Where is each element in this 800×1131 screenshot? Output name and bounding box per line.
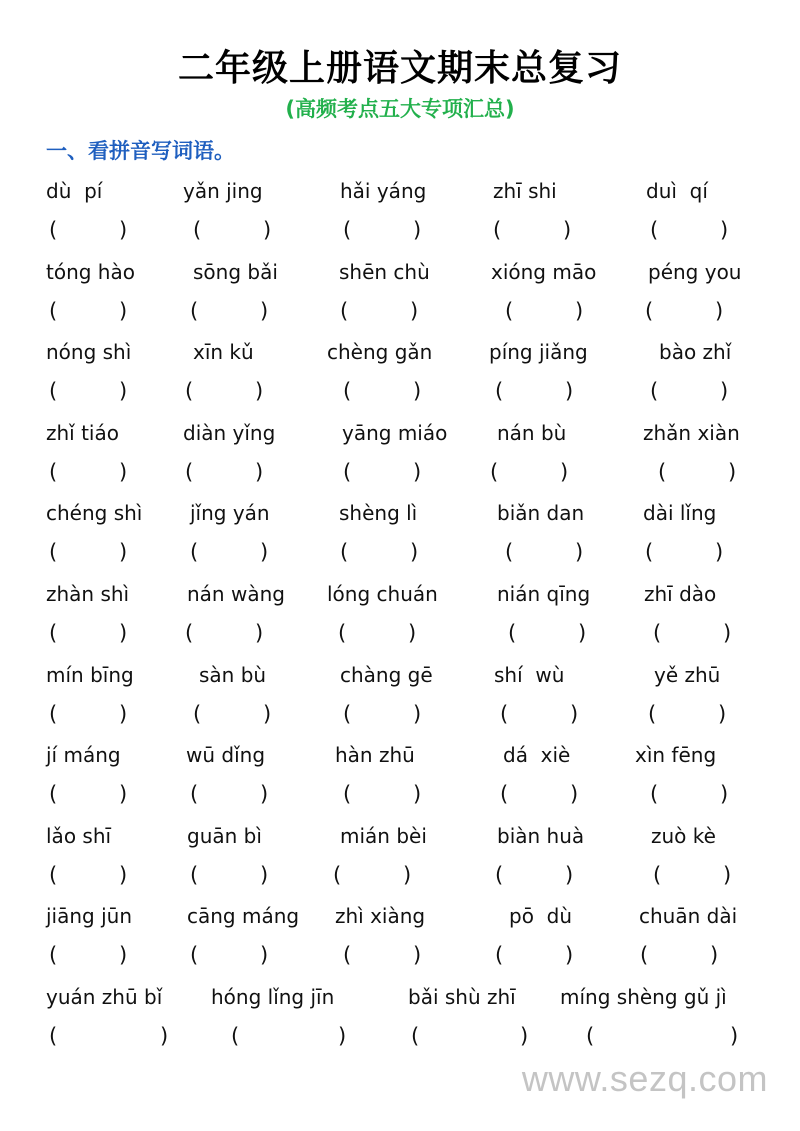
answer-blank-open-paren: ( — [495, 379, 504, 403]
answer-blank-open-paren: ( — [490, 460, 499, 484]
answer-blank-open-paren: ( — [650, 782, 659, 806]
answer-blank-open-paren: ( — [333, 863, 342, 887]
pinyin-prompt: biǎn dan — [497, 501, 585, 525]
pinyin-prompt: biàn huà — [497, 824, 585, 848]
answer-blank-open-paren: ( — [185, 460, 194, 484]
answer-blank-open-paren: ( — [493, 218, 502, 242]
pinyin-prompt: míng shèng gǔ jì — [560, 985, 727, 1009]
answer-blank-close-paren: ) — [565, 943, 574, 967]
answer-blank-close-paren: ) — [723, 621, 732, 645]
pinyin-prompt: guān bì — [187, 824, 262, 848]
watermark: www.sezq.com — [521, 1058, 768, 1099]
pinyin-prompt: jiāng jūn — [46, 904, 133, 928]
answer-blank-close-paren: ) — [413, 218, 422, 242]
pinyin-prompt: jí máng — [46, 743, 121, 767]
pinyin-prompt: chèng gǎn — [327, 340, 433, 364]
pinyin-prompt: zhī shi — [493, 179, 557, 203]
pinyin-prompt: pō dù — [509, 904, 573, 928]
pinyin-prompt: zhǎn xiàn — [643, 421, 740, 445]
pinyin-prompt: hóng lǐng jīn — [211, 985, 335, 1009]
answer-blank-close-paren: ) — [119, 863, 128, 887]
answer-blank-open-paren: ( — [49, 863, 58, 887]
pinyin-prompt: xióng māo — [491, 260, 597, 284]
answer-blank-open-paren: ( — [190, 540, 199, 564]
answer-blank-open-paren: ( — [49, 943, 58, 967]
pinyin-prompt: cāng máng — [187, 904, 300, 928]
answer-blank-open-paren: ( — [343, 782, 352, 806]
answer-blank-close-paren: ) — [260, 299, 269, 323]
answer-blank-close-paren: ) — [730, 1024, 739, 1048]
pinyin-prompt: péng you — [648, 260, 742, 284]
answer-blank-close-paren: ) — [565, 863, 574, 887]
answer-blank-close-paren: ) — [160, 1024, 169, 1048]
answer-blank-close-paren: ) — [255, 460, 264, 484]
answer-blank-close-paren: ) — [570, 782, 579, 806]
pinyin-prompt: xīn kǔ — [193, 340, 254, 364]
answer-blank-open-paren: ( — [193, 218, 202, 242]
pinyin-prompt: nán bù — [497, 421, 567, 445]
answer-blank-close-paren: ) — [263, 218, 272, 242]
pinyin-prompt: zhǐ tiáo — [46, 421, 119, 445]
pinyin-prompt: hǎi yáng — [340, 179, 427, 203]
answer-blank-close-paren: ) — [575, 540, 584, 564]
answer-blank-open-paren: ( — [411, 1024, 420, 1048]
pinyin-prompt: dù pí — [46, 179, 103, 203]
answer-blank-close-paren: ) — [260, 863, 269, 887]
answer-blank-close-paren: ) — [119, 943, 128, 967]
answer-blank-close-paren: ) — [715, 540, 724, 564]
answer-blank-close-paren: ) — [413, 460, 422, 484]
answer-blank-open-paren: ( — [49, 782, 58, 806]
answer-blank-open-paren: ( — [49, 460, 58, 484]
answer-blank-open-paren: ( — [508, 621, 517, 645]
answer-blank-open-paren: ( — [645, 299, 654, 323]
pinyin-prompt: yuán zhū bǐ — [46, 985, 163, 1009]
pinyin-prompt: yě zhū — [654, 663, 721, 687]
pinyin-prompt: hàn zhū — [335, 743, 415, 767]
answer-blank-open-paren: ( — [193, 702, 202, 726]
answer-blank-close-paren: ) — [560, 460, 569, 484]
pinyin-prompt: mín bīng — [46, 663, 134, 687]
answer-blank-open-paren: ( — [645, 540, 654, 564]
page-title: 二年级上册语文期末总复习 — [177, 48, 622, 89]
answer-blank-open-paren: ( — [343, 379, 352, 403]
pinyin-prompt: lóng chuán — [327, 582, 438, 606]
pinyin-prompt: yāng miáo — [342, 421, 448, 445]
answer-blank-close-paren: ) — [413, 943, 422, 967]
answer-blank-close-paren: ) — [718, 702, 727, 726]
answer-blank-open-paren: ( — [190, 943, 199, 967]
answer-blank-close-paren: ) — [255, 379, 264, 403]
pinyin-prompt: nóng shì — [46, 340, 132, 364]
pinyin-prompt: nián qīng — [497, 582, 591, 606]
answer-blank-open-paren: ( — [190, 782, 199, 806]
pinyin-prompt: sōng bǎi — [193, 260, 278, 284]
answer-blank-close-paren: ) — [119, 218, 128, 242]
pinyin-prompt: dá xiè — [503, 743, 571, 767]
answer-blank-close-paren: ) — [575, 299, 584, 323]
pinyin-prompt: shēn chù — [339, 260, 430, 284]
answer-blank-open-paren: ( — [231, 1024, 240, 1048]
answer-blank-close-paren: ) — [720, 379, 729, 403]
answer-blank-close-paren: ) — [408, 621, 417, 645]
answer-blank-open-paren: ( — [650, 218, 659, 242]
answer-blank-close-paren: ) — [403, 863, 412, 887]
answer-blank-close-paren: ) — [715, 299, 724, 323]
answer-blank-open-paren: ( — [586, 1024, 595, 1048]
answer-blank-open-paren: ( — [49, 702, 58, 726]
answer-blank-close-paren: ) — [119, 299, 128, 323]
answer-blank-close-paren: ) — [260, 782, 269, 806]
answer-blank-close-paren: ) — [410, 299, 419, 323]
answer-blank-close-paren: ) — [413, 702, 422, 726]
answer-blank-open-paren: ( — [343, 702, 352, 726]
answer-blank-close-paren: ) — [119, 621, 128, 645]
pinyin-prompt: duì qí — [646, 179, 708, 203]
answer-blank-close-paren: ) — [565, 379, 574, 403]
answer-blank-open-paren: ( — [190, 863, 199, 887]
answer-blank-close-paren: ) — [578, 621, 587, 645]
answer-blank-close-paren: ) — [263, 702, 272, 726]
page-subtitle: (高频考点五大专项汇总) — [285, 97, 515, 121]
answer-blank-open-paren: ( — [49, 1024, 58, 1048]
pinyin-prompt: sàn bù — [199, 663, 267, 687]
answer-blank-open-paren: ( — [340, 540, 349, 564]
answer-blank-close-paren: ) — [723, 863, 732, 887]
answer-blank-open-paren: ( — [343, 460, 352, 484]
pinyin-prompt: chéng shì — [46, 501, 143, 525]
answer-blank-close-paren: ) — [119, 702, 128, 726]
answer-blank-open-paren: ( — [495, 943, 504, 967]
answer-blank-open-paren: ( — [185, 621, 194, 645]
pinyin-prompt: píng jiǎng — [489, 340, 588, 364]
answer-blank-open-paren: ( — [343, 218, 352, 242]
answer-blank-close-paren: ) — [710, 943, 719, 967]
pinyin-prompt: xìn fēng — [635, 743, 717, 767]
answer-blank-open-paren: ( — [640, 943, 649, 967]
answer-blank-close-paren: ) — [260, 540, 269, 564]
answer-blank-close-paren: ) — [728, 460, 737, 484]
answer-blank-open-paren: ( — [653, 863, 662, 887]
answer-blank-close-paren: ) — [413, 782, 422, 806]
answer-blank-open-paren: ( — [49, 540, 58, 564]
answer-blank-open-paren: ( — [49, 218, 58, 242]
answer-blank-open-paren: ( — [505, 540, 514, 564]
answer-blank-close-paren: ) — [255, 621, 264, 645]
pinyin-prompt: zhì xiàng — [335, 904, 426, 928]
pinyin-prompt: jǐng yán — [190, 501, 270, 525]
answer-blank-close-paren: ) — [520, 1024, 529, 1048]
pinyin-prompt: bǎi shù zhī — [408, 985, 516, 1009]
answer-blank-close-paren: ) — [410, 540, 419, 564]
answer-blank-open-paren: ( — [49, 621, 58, 645]
pinyin-prompt: zhàn shì — [46, 582, 130, 606]
answer-blank-close-paren: ) — [119, 782, 128, 806]
pinyin-prompt: lǎo shī — [46, 824, 112, 848]
answer-blank-close-paren: ) — [413, 379, 422, 403]
pinyin-prompt: bào zhǐ — [659, 340, 732, 364]
answer-blank-open-paren: ( — [500, 782, 509, 806]
pinyin-prompt: dài lǐng — [643, 501, 717, 525]
pinyin-prompt: yǎn jing — [183, 179, 263, 203]
pinyin-prompt: zuò kè — [651, 824, 716, 848]
answer-blank-open-paren: ( — [185, 379, 194, 403]
answer-blank-close-paren: ) — [260, 943, 269, 967]
answer-blank-open-paren: ( — [49, 379, 58, 403]
answer-blank-close-paren: ) — [720, 218, 729, 242]
section-heading: 一、看拼音写词语。 — [46, 139, 235, 163]
answer-blank-close-paren: ) — [563, 218, 572, 242]
answer-blank-open-paren: ( — [500, 702, 509, 726]
answer-blank-open-paren: ( — [338, 621, 347, 645]
answer-blank-close-paren: ) — [119, 460, 128, 484]
answer-blank-close-paren: ) — [570, 702, 579, 726]
answer-blank-open-paren: ( — [653, 621, 662, 645]
pinyin-prompt: shí wù — [494, 663, 565, 687]
answer-blank-open-paren: ( — [343, 943, 352, 967]
answer-blank-close-paren: ) — [720, 782, 729, 806]
answer-blank-open-paren: ( — [650, 379, 659, 403]
pinyin-prompt: shèng lì — [339, 501, 418, 525]
answer-blank-open-paren: ( — [49, 299, 58, 323]
pinyin-prompt: diàn yǐng — [183, 421, 276, 445]
pinyin-prompt: mián bèi — [340, 824, 427, 848]
pinyin-prompt: tóng hào — [46, 260, 135, 284]
answer-blank-open-paren: ( — [505, 299, 514, 323]
pinyin-prompt: nán wàng — [187, 582, 285, 606]
answer-blank-open-paren: ( — [495, 863, 504, 887]
answer-blank-close-paren: ) — [119, 540, 128, 564]
pinyin-prompt: zhī dào — [644, 582, 717, 606]
pinyin-prompt: wū dǐng — [186, 743, 266, 767]
answer-blank-open-paren: ( — [340, 299, 349, 323]
answer-blank-close-paren: ) — [338, 1024, 347, 1048]
answer-blank-open-paren: ( — [648, 702, 657, 726]
answer-blank-open-paren: ( — [658, 460, 667, 484]
answer-blank-close-paren: ) — [119, 379, 128, 403]
pinyin-prompt: chuān dài — [639, 904, 738, 928]
pinyin-prompt: chàng gē — [340, 663, 433, 687]
answer-blank-open-paren: ( — [190, 299, 199, 323]
